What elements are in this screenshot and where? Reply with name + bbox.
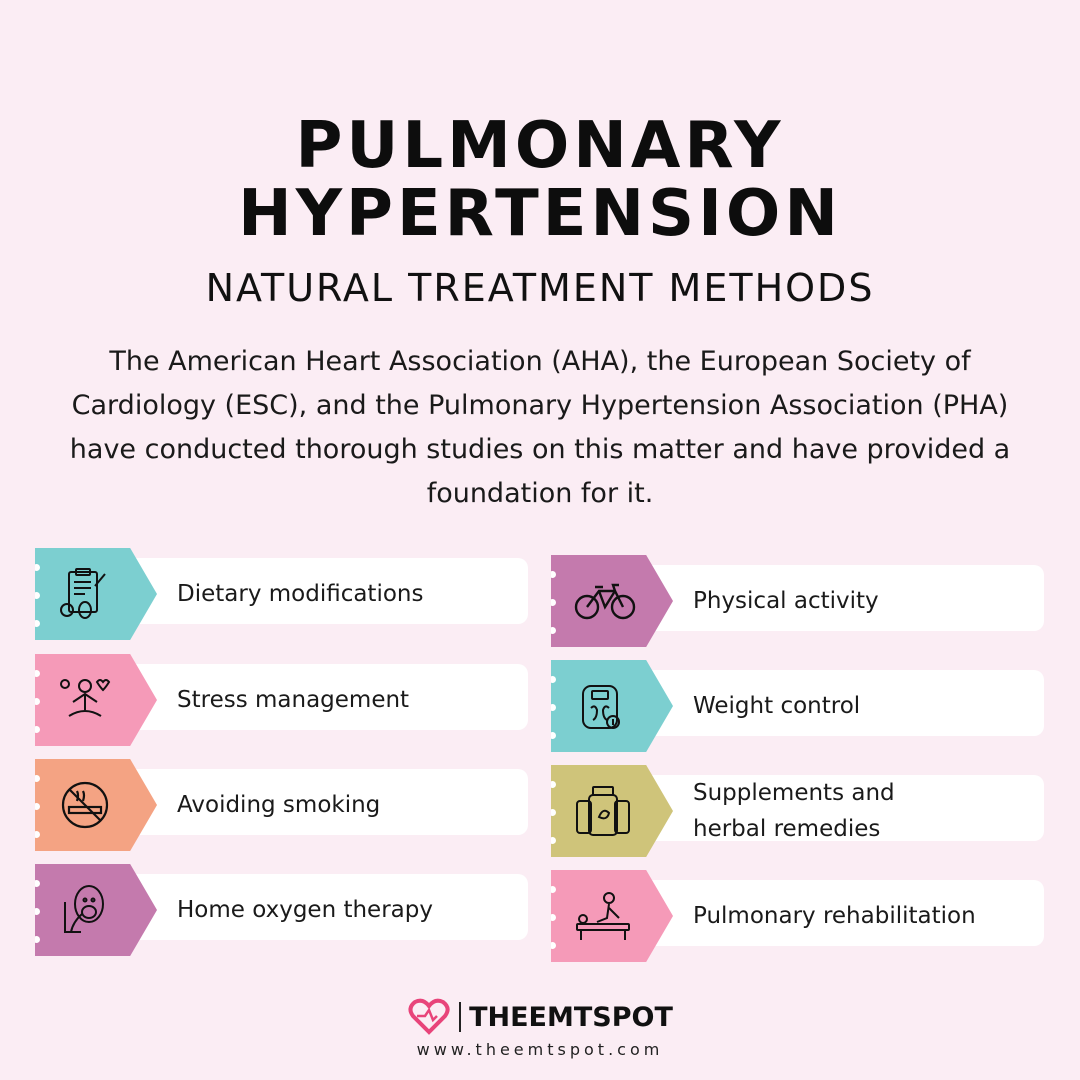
method-label: Stress management: [177, 687, 410, 713]
method-label: Pulmonary rehabilitation: [693, 903, 976, 929]
supplement-jars-icon: [573, 783, 633, 839]
page-title: [0, 109, 1080, 251]
method-card-oxygen: [35, 864, 528, 938]
brand-name: THEEMTSPOT: [469, 1001, 673, 1033]
brand-url[interactable]: www.theemtspot.com: [416, 1040, 664, 1059]
logo-divider: [459, 1002, 461, 1032]
method-label: Supplements and herbal remedies: [693, 780, 895, 842]
scale-icon: [573, 678, 629, 734]
method-card-weight: [551, 660, 1044, 734]
page-subtitle: NATURAL TREATMENT METHODS: [205, 266, 875, 310]
brand-logo: [0, 998, 1080, 1036]
method-label: Dietary modifications: [177, 581, 424, 607]
method-label: Home oxygen therapy: [177, 897, 433, 923]
bicycle-icon: [573, 573, 637, 629]
massage-therapy-icon: [573, 888, 633, 944]
intro-paragraph: The American Heart Association (AHA), the European Society of Cardiology (ESC), and the Pulmonary Hypertension Association (PHA) have conducted thorough studies on this matter and have provided a foundation for it.: [69, 346, 1011, 509]
method-label: Avoiding smoking: [177, 792, 381, 818]
method-card-physical: [551, 555, 1044, 629]
method-card-rehabilitation: [551, 870, 1044, 944]
no-smoking-icon: [57, 777, 113, 833]
method-card-supplements: [551, 765, 1044, 842]
heart-pulse-icon: [407, 998, 451, 1036]
method-card-dietary: [35, 548, 528, 622]
meditation-icon: [57, 672, 113, 728]
method-label: Weight control: [693, 693, 861, 719]
method-label: Physical activity: [693, 588, 879, 614]
method-card-stress: [35, 654, 528, 728]
diet-clipboard-icon: [57, 566, 113, 622]
title-line-2: HYPERTENSION: [238, 177, 842, 251]
oxygen-mask-icon: [57, 882, 113, 938]
title-line-1: PULMONARY: [295, 109, 785, 183]
method-card-smoking: [35, 759, 528, 833]
